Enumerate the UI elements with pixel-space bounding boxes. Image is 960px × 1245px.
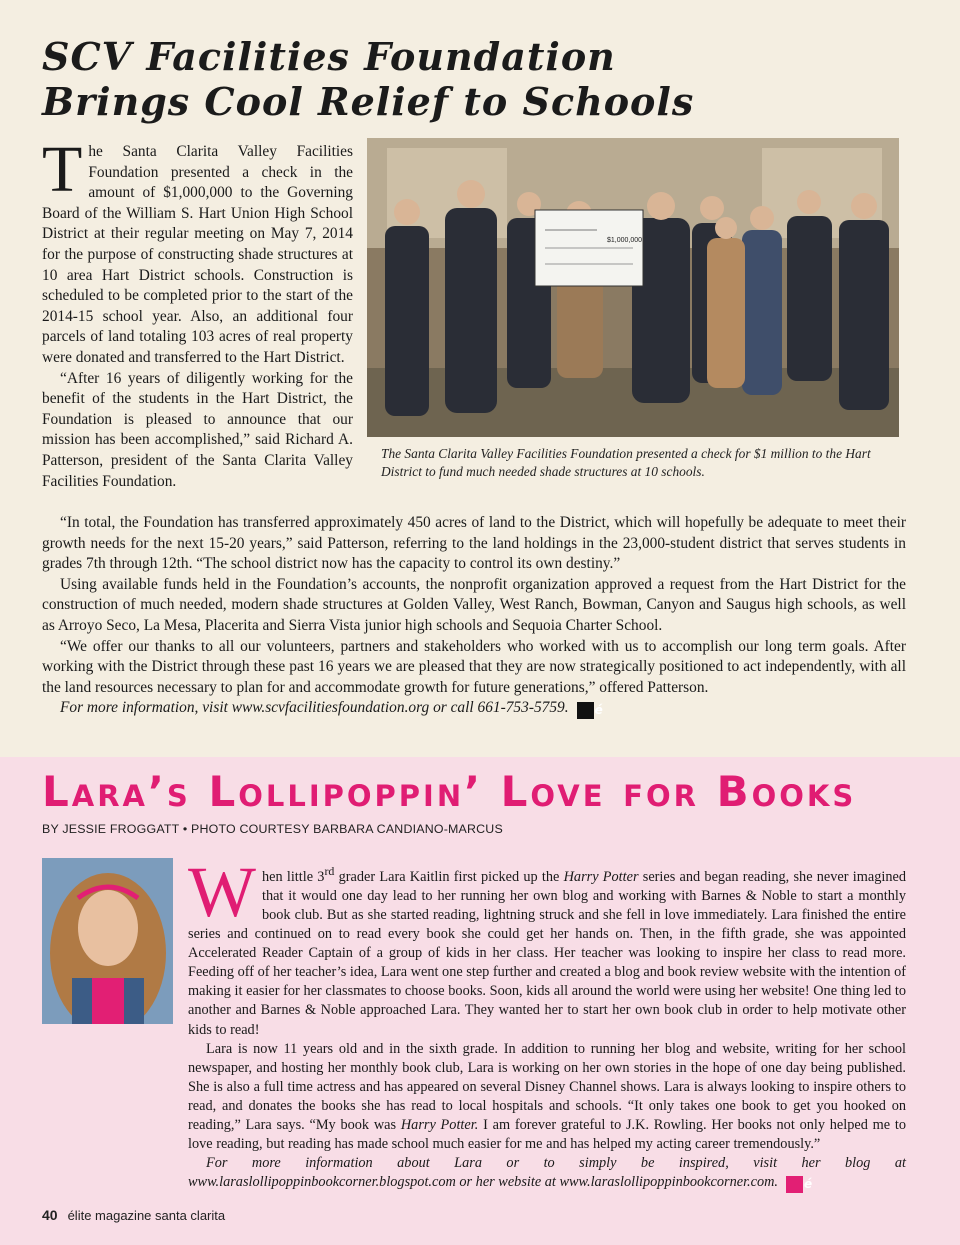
paragraph-text: grader Lara Kaitlin first picked up the bbox=[334, 868, 564, 885]
paragraph-text: I am forever grateful to J.K. Rowling. Her books not only helped me to love reading, but reading has made school much easier for me and has helped my acting career tremendously.” bbox=[188, 1116, 907, 1153]
check-presentation-photo bbox=[367, 138, 899, 437]
book-title: Harry Potter bbox=[563, 868, 639, 885]
article-2-headline: Lara’s Lollipoppin’ Love for Books bbox=[42, 767, 857, 816]
article-1-paragraph: Using available funds held in the Foundation’s accounts, the nonprofit organization approved a request from the Hart District for the construction of much needed, modern shade structures at Golden Valley, West Ranch, Bowman, Canyon and Saugus high schools, as well as Arroyo Seco, La Mesa, Placerita and Sierra Vista junior high schools and Sequoia Charter School. bbox=[42, 575, 906, 634]
end-mark-icon: é bbox=[786, 1176, 803, 1193]
headline-line-2: Brings Cool Relief to Schools bbox=[42, 79, 695, 124]
drop-cap: T bbox=[42, 133, 83, 206]
lara-portrait-photo bbox=[42, 858, 173, 1024]
more-info-text: For more information, visit www.scvfacilitiesfoundation.org or call 661-753-5759. bbox=[60, 699, 569, 717]
article-1-paragraph: “In total, the Foundation has transferred approximately 450 acres of land to the District, which will hopefully be adequate to meet their growth needs for the next 15-20 years,” said Patterson, referring to the land holdings in the 23,000-student district that serves students in grades 7th through 12th. “The school district now has the capacity to control its own destiny.” bbox=[42, 514, 906, 573]
headline-line-1: SCV Facilities Foundation bbox=[42, 34, 616, 79]
more-info-line bbox=[188, 1154, 906, 1193]
paragraph-text: hen little 3 bbox=[261, 868, 325, 885]
paragraph-text: Lara is now 11 years old and in the sixth grade. In addition to running her blog and website, writing for her school newspaper, and hosting her monthly book club, Lara is working on her own stories in the hope of one day being published. She is also a full time actress and has appeared on several Disney Channel shows. Lara is always looking to inspire others to read, and donates the books she has read to local hospitals and schools. “It only takes one book to get you hooked on reading,” Lara says. “My book was bbox=[188, 1040, 906, 1133]
byline: BY JESSIE FROGGATT • PHOTO COURTESY BARBARA CANDIANO-MARCUS bbox=[42, 822, 503, 836]
superscript: rd bbox=[324, 864, 335, 878]
photo-caption: The Santa Clarita Valley Facilities Foundation presented a check for $1 million to the Hart District to fund much needed shade structures at 10 schools. bbox=[381, 446, 871, 479]
article-1-full-width bbox=[42, 513, 906, 719]
drop-cap: W bbox=[188, 852, 256, 932]
page-number: 40 bbox=[42, 1207, 58, 1223]
check-amount: $1,000,000 bbox=[607, 237, 643, 244]
portrait-illustration bbox=[42, 858, 173, 1024]
paragraph-text: series and began reading, she never imagined that it would one day lead to her running her own blog and working with Barnes & Noble to start a monthly book club. But as she started reading, lightning struck and she fell in love immediately. Lara finished the entire series and continued on to read every book she could get her hands on. Then, in the fifth grade, she was appointed Accelerated Reader Captain of a group of kids in her class. Her teacher was looking to inspire her class to read more. Feeding off of her teacher’s idea, Lara went one step further and created a blog and book review website with the intention of making it easier for her classmates to choose books. Soon, kids all around the world were using her website! One thing led to another and Barnes & Noble approached Lara. They wanted her to start her own book club in order to help motivate other kids to read! bbox=[188, 868, 906, 1038]
publication-name: élite magazine santa clarita bbox=[67, 1208, 226, 1223]
article-1-left-column bbox=[42, 133, 353, 492]
article-2-paragraph bbox=[188, 1040, 906, 1155]
paragraph-text: he Santa Clarita Valley Facilities Foundation presented a check in the amount of $1,000,000 to the Governing Board of the William S. Hart Union High School District at their regular meeting on May 7, 2014 for the purpose of constructing shade structures at 10 area Hart District schools. Construction is scheduled to be completed prior to the start of the 2014-15 school year. Also, an additional four parcels of land totaling 103 acres of real property were donated and transferred to the Hart District. bbox=[42, 143, 353, 366]
article-2-paragraph bbox=[188, 852, 906, 1040]
article-1-paragraph bbox=[42, 133, 353, 369]
article-1-headline bbox=[42, 34, 922, 124]
article-1-paragraph: “We offer our thanks to all our volunteers, partners and stakeholders who worked with us to accomplish our long term goals. After working with the District through these past 16 years we are pleased that they are now strategically positioned to act independently, with all the land resources necessary to plan for and accommodate growth for future generations,” offered Patterson. bbox=[42, 637, 906, 696]
article-2-right-column bbox=[188, 852, 907, 1193]
more-info-text: For more information about Lara or to simply be inspired, visit her blog at www.laraslollipoppinbookcorner.blogspot.com or her website at www.laraslollipoppinbookcorner.com. bbox=[188, 1155, 906, 1191]
book-title: Harry Potter. bbox=[400, 1116, 479, 1133]
end-mark-icon: é bbox=[577, 702, 594, 719]
group-photo-illustration bbox=[367, 138, 899, 437]
more-info-line bbox=[42, 698, 906, 719]
page-footer bbox=[42, 1207, 225, 1223]
article-1-paragraph: “After 16 years of diligently working for the benefit of the students in the Hart District, the Foundation is pleased to announce that our mission has been accomplished,” said Richard A. Patterson, president of the Santa Clarita Valley Facilities Foundation. bbox=[42, 369, 353, 490]
